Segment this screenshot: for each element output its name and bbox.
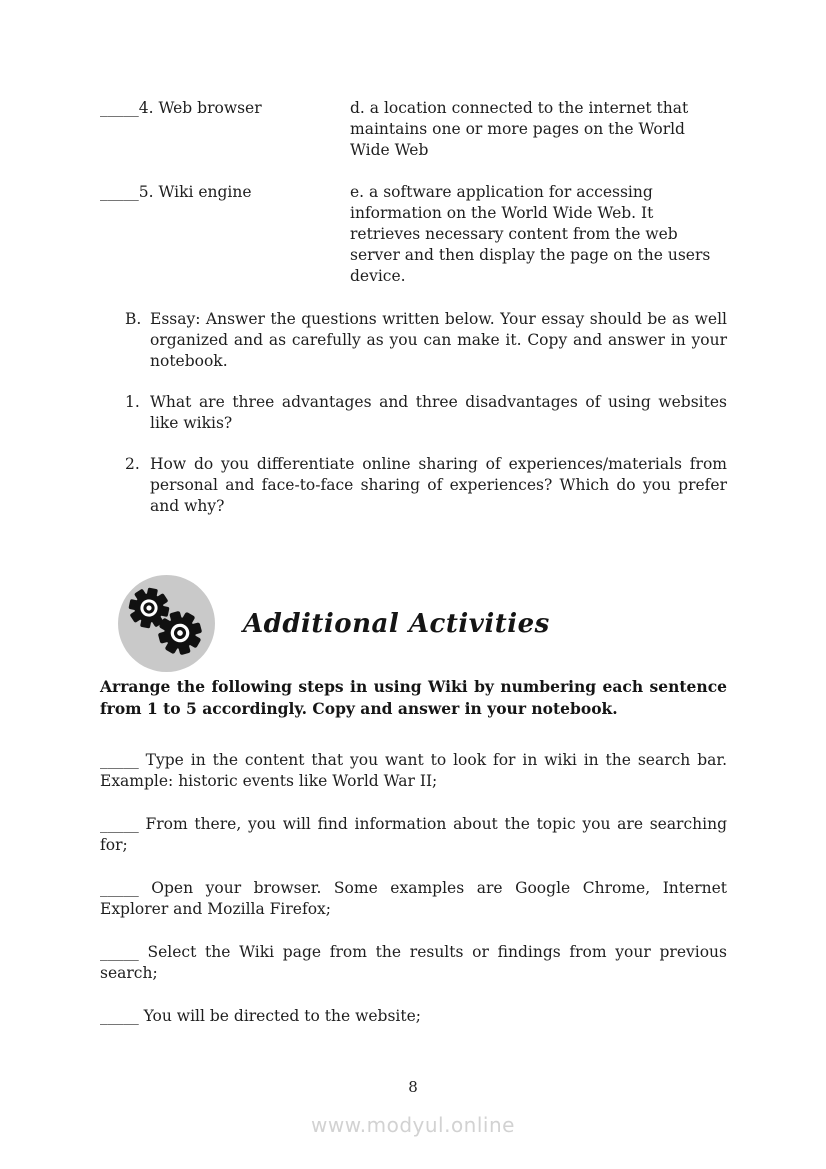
- activity-step: _____ Type in the content that you want to look for in wiki in the search bar. Example: historic events like World War II;: [100, 751, 727, 790]
- gears-icon: [118, 575, 215, 672]
- essay-section: [100, 309, 727, 517]
- matching-section: [100, 98, 727, 287]
- section-title: Additional Activities: [243, 608, 550, 639]
- essay-instructions: [125, 309, 727, 372]
- activity-step: _____ From there, you will find information about the topic you are searching for;: [100, 815, 727, 854]
- question-text: How do you differentiate online sharing of experiences/materials from personal and face-to-face sharing of experiences? Which do you prefer and why?: [150, 455, 727, 515]
- matching-item: [100, 182, 727, 287]
- question-number: 1.: [125, 393, 140, 411]
- question-text: What are three advantages and three disadvantages of using websites like wikis?: [150, 393, 727, 432]
- essay-label: B.: [125, 310, 142, 328]
- essay-question: [125, 454, 727, 517]
- section-header: [118, 575, 727, 672]
- watermark: www.modyul.online: [311, 1113, 515, 1137]
- activity-instructions: Arrange the following steps in using Wiki by numbering each sentence from 1 to 5 accordingly. Copy and answer in your notebook.: [100, 677, 727, 718]
- matching-definition: d. a location connected to the internet that maintains one or more pages on the World Wide Web: [350, 99, 689, 159]
- matching-term: _____5. Wiki engine: [100, 183, 252, 201]
- additional-activities-section: [100, 575, 727, 1027]
- matching-item: [100, 98, 727, 161]
- essay-question: [125, 392, 727, 434]
- activity-step: _____ Select the Wiki page from the results or findings from your previous search;: [100, 943, 727, 982]
- page-number: 8: [408, 1078, 418, 1096]
- essay-instructions-text: Essay: Answer the questions written below. Your essay should be as well organized and as carefully as you can make it. Copy and answer in your notebook.: [150, 310, 727, 370]
- matching-term: _____4. Web browser: [100, 99, 262, 117]
- activity-step: _____ You will be directed to the website;: [100, 1007, 421, 1025]
- question-number: 2.: [125, 455, 140, 473]
- matching-definition: e. a software application for accessing information on the World Wide Web. It retrieves necessary content from the web server and then display the page on the users device.: [350, 183, 711, 285]
- activity-step: _____ Open your browser. Some examples are Google Chrome, Internet Explorer and Mozilla Firefox;: [100, 879, 727, 918]
